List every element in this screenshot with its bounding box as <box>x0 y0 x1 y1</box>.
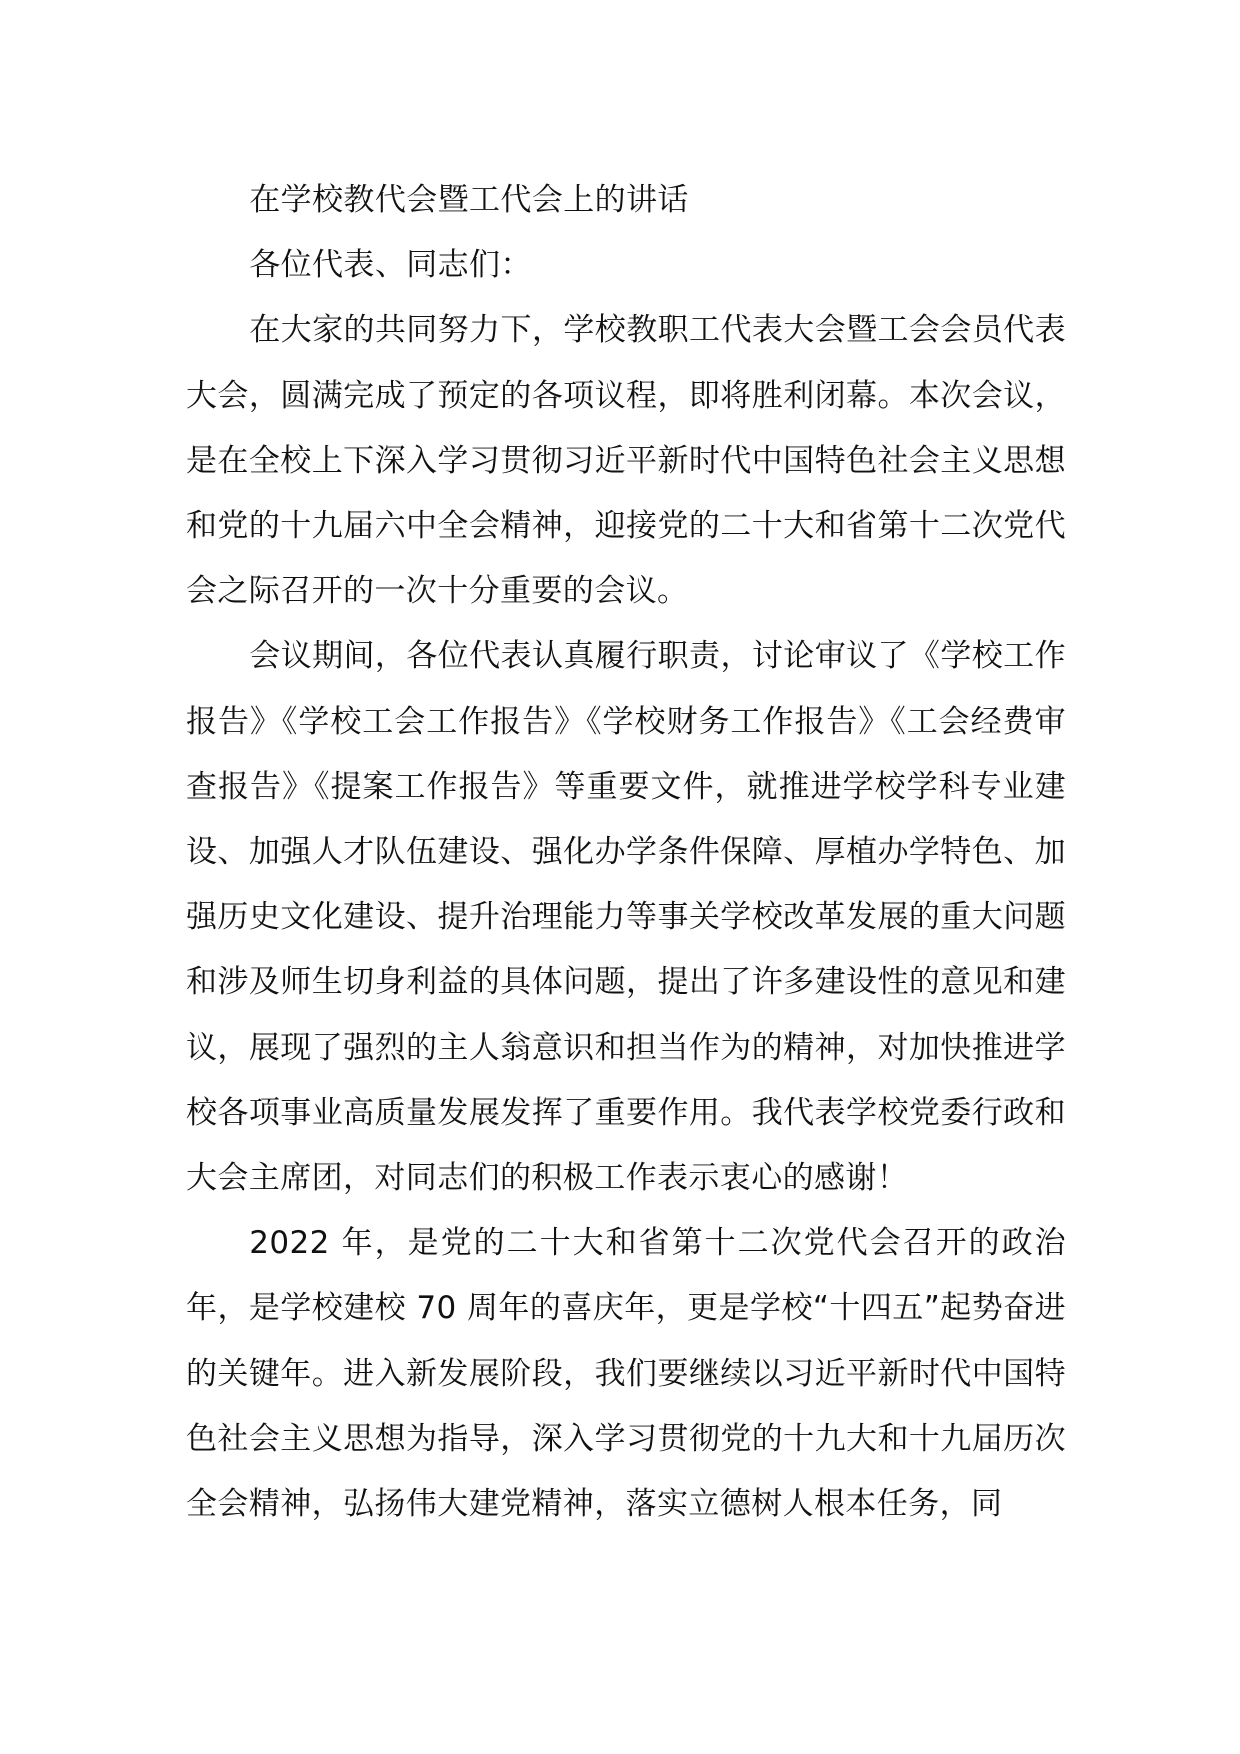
paragraph-meeting-review: 会议期间，各位代表认真履行职责，讨论审议了《学校工作报告》《学校工会工作报告》《学校财务工作报告》《工会经费审查报告》《提案工作报告》等重要文件，就推进学校学科专业建设、加强人才队伍建设、强化办学条件保障、厚植办学特色、加强历史文化建设、提升治理能力等事关学校改革发展的重大问题和涉及师生切身利益的具体问题，提出了许多建设性的意见和建议，展现了强烈的主人翁意识和担当作为的精神，对加快推进学校各项事业高质量发展发挥了重要作用。我代表学校党委行政和大会主席团，对同志们的积极工作表示衷心的感谢！ <box>186 638 1066 1197</box>
speech-body <box>186 168 1066 1537</box>
paragraph-2022-outlook: 2022 年，是党的二十大和省第十二次党代会召开的政治年，是学校建校 70 周年的喜庆年，更是学校“十四五”起势奋进的关键年。进入新发展阶段，我们要继续以习近平新时代中国特色社会主义思想为指导，深入学习贯彻党的十九大和十九届历次全会精神，弘扬伟大建党精神，落实立德树人根本任务，同 <box>186 1225 1066 1523</box>
speech-title: 在学校教代会暨工代会上的讲话 <box>249 182 689 218</box>
paragraph-opening: 在大家的共同努力下，学校教职工代表大会暨工会会员代表大会，圆满完成了预定的各项议程，即将胜利闭幕。本次会议，是在全校上下深入学习贯彻习近平新时代中国特色社会主义思想和党的十九届六中全会精神，迎接党的二十大和省第十二次党代会之际召开的一次十分重要的会议。 <box>186 312 1066 610</box>
salutation: 各位代表、同志们： <box>249 247 532 284</box>
